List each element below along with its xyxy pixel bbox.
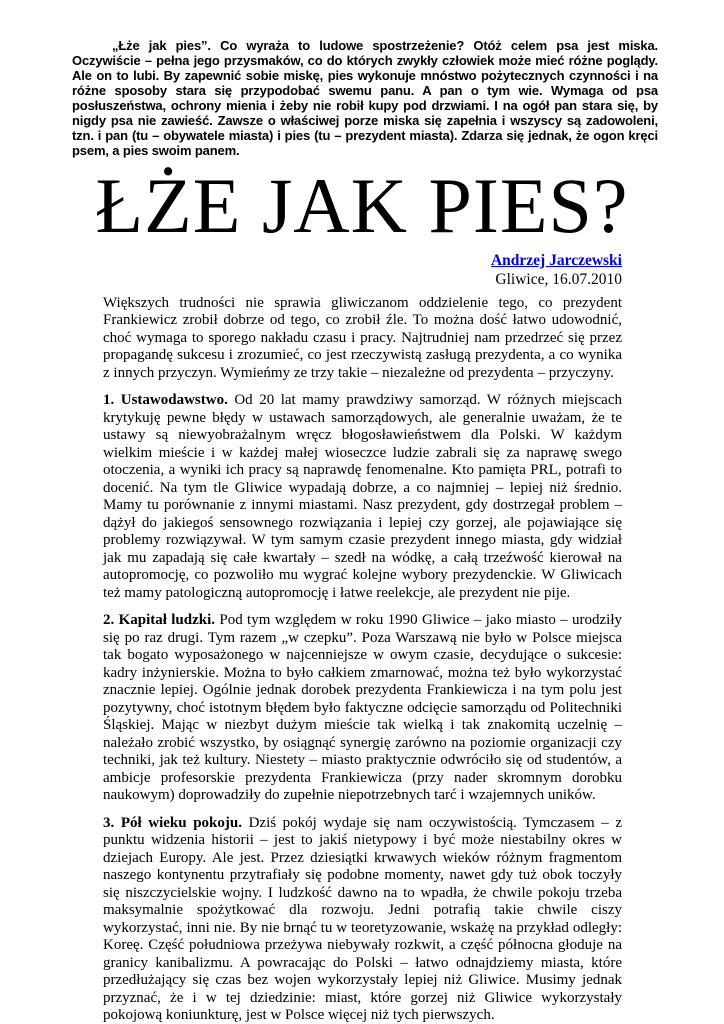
- byline-block: [103, 251, 622, 289]
- section-heading-2: 2. Kapitał ludzki.: [103, 612, 216, 629]
- lead-paragraph: Większych trudności nie sprawia gliwiczanom oddzielenie tego, co prezydent Frankiewicz zrobił dobrze od tego, co zrobił źle. To można dość łatwo udowodnić, choć wymaga to sporego nakładu czasu i pracy. Najtrudniej nam przedrzeć się przez propagandę sukcesu i zrozumieć, co jest rzeczywistą zasługą prezydenta, a co wynika z innych przyczyn. Wymieńmy ze trzy takie – niezależne od prezydenta – przyczyny.: [103, 294, 622, 381]
- section-text-2: Pod tym względem w roku 1990 Gliwice – jako miasto – urodziły się po raz drugi. Tym razem „w czepku”. Poza Warszawą nie było w Polsce miejsca tak bogato wyposażonego w najcenniejsze w owym czasie, decydujące o sukcesie: kadry inżynierskie. Można to było całkiem zmarnować, można też było wykorzystać znacznie lepiej. Ogólnie jednak dorobek prezydenta Frankiewicza i na tym polu jest pozytywny, choć istotnym błędem było faktyczne odcięcie samorządu od Politechniki Śląskiej. Mając w niezbyt dużym mieście tak wielką i tak znakomitą uczelnię – należało zrobić wszystko, by osiągnąć synergię zarówno na poziomie organizacji czy techniki, jak też kultury. Niestety – miasto praktycznie odwróciło się od studentów, a ambicje profesorskie prezydenta Frankiewicza (przy nader skromnym dorobku naukowym) doprowadziły do zupełnie niepotrzebnych tarć i wzajemnych uników.: [103, 612, 622, 804]
- section-paragraph-2: [103, 612, 622, 805]
- section-text-3: Dziś pokój wydaje się nam oczywistością. Tymczasem – z punktu widzenia historii – jest to jakiś nietypowy i być może niestabilny okres w dziejach Europy. Ale jest. Przez dziesiątki krwawych wieków różnym fragmentom naszego kontynentu przytrafiały się podobne momenty, nawet gdy tuż obok toczyły się niszczycielskie wojny. I ludzkość dawno na to wpadła, że chwile pokoju trzeba maksymalnie spożytkować dla rozwoju. Jedni potrafią takie chwile ciszy wykorzystać, inni nie. By nie brnąć tu w teoretyzowanie, wskażę na przykład odległy: Koreę. Część południowa przeżywa niebywały rozkwit, a część północna głoduje na granicy kanibalizmu. A powracając do Polski – łatwo odnajdziemy miasta, które przedłużający się czas bez wojen wykorzystały lepiej niż Gliwice. Musimy jednak przyznać, że i w tej dziedzinie: miast, które gorzej niż Gliwice wykorzystały pokojową koniunkturę, jest w Polsce więcej niż tych pierwszych.: [103, 814, 622, 1024]
- section-paragraph-1: [103, 392, 622, 602]
- intro-paragraph: „Łże jak pies”. Co wyraża to ludowe spostrzeżenie? Otóż celem psa jest miska. Oczywiście – pełna jego przysmaków, co do których zwykły człowiek może mieć różne poglądy. Ale on to lubi. By zapewnić sobie miskę, pies wykonuje mnóstwo pożytecznych czynności i na różne sposoby stara się przypodobać swemu panu. A pan o tym wie. Wymaga od psa posłuszeństwa, ochrony mienia i żeby nie robił kupy pod drzwiami. I na ogół pan stara się, by nigdy psa nie zawieść. Zawsze o właściwej porze miska się zapełnia i wszyscy są zadowoleni, tzn. i pan (tu – obywatele miasta) i pies (tu – prezydent miasta). Zdarza się jednak, że ogon kręci psem, a pies swoim panem.: [72, 38, 658, 158]
- section-text-1: Od 20 lat mamy prawdziwy samorząd. W różnych miejscach krytykuję pewne błędy w ustawach samorządowych, ale generalnie uważam, że te ustawy są niewyobrażalnym wręcz błogosławieństwem dla Polski. W każdym wielkim mieście i w każdej małej wioseczce ludzie zabrali się za naprawę swego otoczenia, a wyniki ich pracy są naprawdę fenomenalne. Kto pamięta PRL, potrafi to docenić. Na tym tle Gliwice wypadają dobrze, a co najmniej – lepiej niż średnio. Mamy tu porównanie z innymi miastami. Nasz prezydent, gdy dostrzegał problem – dążył do jakiegoś sensownego rozwiązania i lepiej czy gorzej, ale pojawiające się problemy rozwiązywał. W tym samym czasie prezydent innego miasta, gdy widział jak mu zapadają się całe kwartały – szedł na wódkę, a całą trzeźwość kierował na autopromocję, co pozwoliło mu wygrać kolejne wybory prezydenckie. W Gliwicach też mamy patologiczną autopromocję i łatwe reelekcje, ale prezydent nie pije.: [103, 392, 622, 601]
- section-heading-3: 3. Pół wieku pokoju.: [103, 814, 242, 831]
- section-heading-1: 1. Ustawodawstwo.: [103, 392, 228, 409]
- section-paragraph-3: [103, 815, 622, 1024]
- dateline: Gliwice, 16.07.2010: [495, 270, 622, 288]
- article-title: ŁŻE JAK PIES?: [95, 162, 629, 249]
- author-link[interactable]: Andrzej Jarczewski: [490, 251, 622, 269]
